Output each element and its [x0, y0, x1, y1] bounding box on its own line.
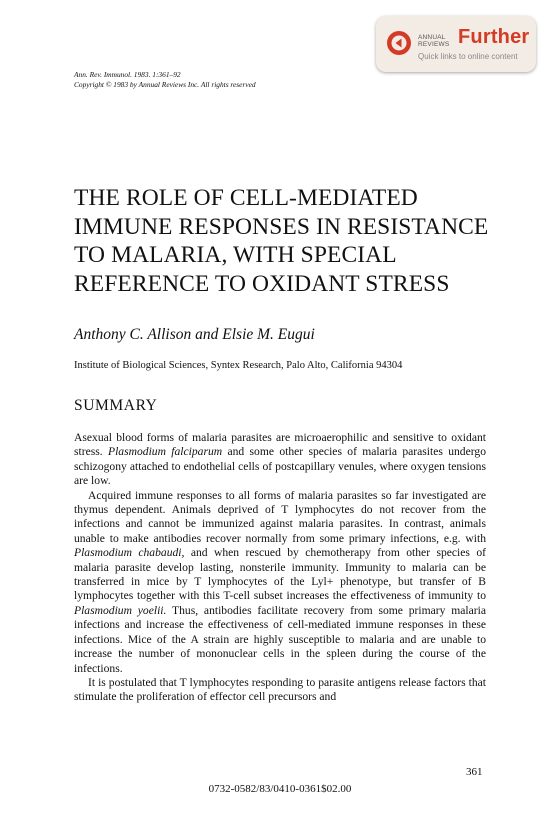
- footer-code: 0732-0582/83/0410-0361$02.00: [208, 783, 352, 795]
- article-title: THE ROLE OF CELL-MEDIATED IMMUNE RESPONSES IN RESISTANCE TO MALARIA, WITH SPECIAL REFERENCE TO OXIDANT STRESS: [74, 185, 489, 297]
- annual-reviews-label: [418, 34, 458, 48]
- summary-paragraph-2: Acquired immune responses to all forms of malaria parasites so far investigated are thymus dependent. Animals deprived of T lymphocytes do not recover from the infections and cannot be immunized against malaria parasites. In contrast, animals unable to make antibodies recover normally from some primary infections, e.g. with Plasmodium chabaudi, and when rescued by chemotherapy from other species of malaria parasite develop lasting, nonsterile immunity. Immunity to malaria can be transferred in mice by T lymphocytes of the Lyl+ phenotype, but transfer of B lymphocytes together with this T-cell subset increases the effectiveness of immunity to Plasmodium yoelii. Thus, antibodies facilitate recovery from some primary malaria infections and increase the effectiveness of cell-mediated immune responses in these infections. Mice of the A strain are highly susceptible to malaria and are unable to increase the number of mononuclear cells in the spleen during the course of the infections.: [74, 488, 486, 675]
- summary-paragraph-3: It is postulated that T lymphocytes responding to parasite antigens release factors that stimulate the proliferation of effector cell precursors and: [74, 675, 486, 704]
- summary-body: [74, 431, 486, 705]
- summary-paragraph-1: Asexual blood forms of malaria parasites are microaerophilic and sensitive to oxidant stress. Plasmodium falciparum and some other species of malaria parasites undergo schizogony attached to endothelial cells of postcapillary venules, where oxygen tensions are low.: [74, 431, 486, 488]
- journal-citation: [74, 70, 256, 90]
- copyright-line: Copyright © 1983 by Annual Reviews Inc. All rights reserved: [74, 80, 256, 89]
- annual-label: ANNUAL: [418, 34, 446, 41]
- page-number: 361: [466, 766, 483, 778]
- article-authors: Anthony C. Allison and Elsie M. Eugui: [74, 326, 315, 343]
- quick-links-tagline: Quick links to online content: [418, 52, 518, 61]
- annual-reviews-logo-icon: [386, 30, 412, 56]
- further-label: Further: [458, 26, 530, 48]
- citation-line-1: Ann. Rev. Immunol. 1983. 1:361–92: [74, 70, 181, 79]
- reviews-label: REVIEWS: [418, 41, 450, 48]
- section-heading-summary: SUMMARY: [74, 397, 158, 414]
- author-affiliation: Institute of Biological Sciences, Syntex Research, Palo Alto, California 94304: [74, 360, 403, 371]
- annual-reviews-further-badge[interactable]: [376, 16, 536, 72]
